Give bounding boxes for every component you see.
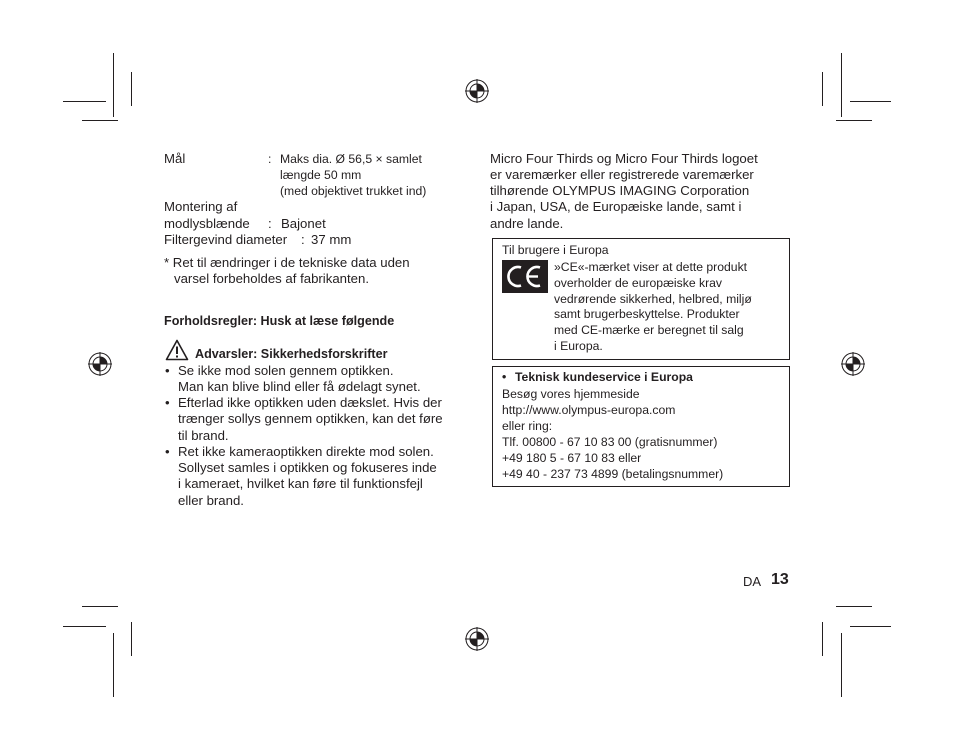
trademark-line: er varemærker eller registrerede varemærker xyxy=(490,167,754,182)
ce-mark-icon xyxy=(502,260,548,293)
europe-box-title: Til brugere i Europa xyxy=(502,243,609,257)
service-box-phone: +49 180 5 - 67 10 83 eller xyxy=(502,451,642,465)
page-number: 13 xyxy=(771,571,789,588)
service-box-url[interactable]: http://www.olympus-europa.com xyxy=(502,403,676,417)
europe-box-line: overholder de europæiske krav xyxy=(554,276,723,290)
spec-value-dimensions-line2: længde 50 mm xyxy=(280,168,362,182)
service-box-bullet: • xyxy=(502,370,507,384)
service-box-phone: Tlf. 00800 - 67 10 83 00 (gratisnummer) xyxy=(502,435,718,449)
spec-label-filter: Filtergevind diameter xyxy=(164,232,288,247)
spec-label-hood-line1: Montering af xyxy=(164,199,238,214)
warnings-heading: Advarsler: Sikkerhedsforskrifter xyxy=(195,347,388,361)
spec-separator: : xyxy=(268,152,272,166)
list-item: eller brand. xyxy=(178,493,244,508)
list-item: trænger sollys gennem optikken, kan det føre xyxy=(178,411,443,426)
bullet: • xyxy=(165,363,170,378)
bullet: • xyxy=(165,395,170,410)
precautions-heading: Forholdsregler: Husk at læse følgende xyxy=(164,314,395,328)
bullet: • xyxy=(165,444,170,459)
list-item: Man kan blive blind eller få ødelagt synet. xyxy=(178,379,421,394)
europe-box-line: med CE-mærke er beregnet til salg xyxy=(554,323,744,337)
spec-separator: : xyxy=(301,232,305,247)
trademark-line: Micro Four Thirds og Micro Four Thirds logoet xyxy=(490,151,758,166)
registration-mark-left xyxy=(87,351,113,377)
service-box-title: Teknisk kundeservice i Europa xyxy=(515,370,693,384)
list-item: Se ikke mod solen gennem optikken. xyxy=(178,363,394,378)
language-code: DA xyxy=(743,574,762,589)
registration-mark-bottom xyxy=(464,626,490,652)
list-item: Sollyset samles i optikken og fokuseres inde xyxy=(178,460,437,475)
trademark-line: andre lande. xyxy=(490,216,564,231)
spec-value-hood: Bajonet xyxy=(281,216,326,231)
spec-label-dimensions: Mål xyxy=(164,151,186,166)
spec-value-dimensions-line1: Maks dia. Ø 56,5 × samlet xyxy=(280,152,422,166)
warning-triangle-icon xyxy=(165,339,189,361)
europe-box-line: »CE«-mærket viser at dette produkt xyxy=(554,260,748,274)
spec-value-filter: 37 mm xyxy=(311,232,352,247)
service-box-phone: +49 40 - 237 73 4899 (betalingsnummer) xyxy=(502,467,724,481)
spec-note-line2: varsel forbeholdes af fabrikanten. xyxy=(174,271,369,286)
list-item: til brand. xyxy=(178,428,229,443)
service-box-line: Besøg vores hjemmeside xyxy=(502,387,640,401)
europe-box-line: i Europa. xyxy=(554,339,603,353)
list-item: Efterlad ikke optikken uden dækslet. Hvis der xyxy=(178,395,442,410)
spec-value-dimensions-line3: (med objektivet trukket ind) xyxy=(280,184,427,198)
trademark-line: i Japan, USA, de Europæiske lande, samt i xyxy=(490,199,742,214)
trademark-line: tilhørende OLYMPUS IMAGING Corporation xyxy=(490,183,750,198)
registration-mark-top xyxy=(464,78,490,104)
registration-mark-right xyxy=(840,351,866,377)
spec-note-line1: * Ret til ændringer i de tekniske data uden xyxy=(164,255,410,270)
europe-box-line: samt brugerbeskyttelse. Produkter xyxy=(554,307,740,321)
spec-label-hood-line2: modlysblænde xyxy=(164,216,250,231)
service-box-line: eller ring: xyxy=(502,419,553,433)
list-item: i kameraet, hvilket kan føre til funktionsfejl xyxy=(178,476,423,491)
europe-box-line: vedrørende sikkerhed, helbred, miljø xyxy=(554,292,752,306)
spec-separator: : xyxy=(268,216,272,231)
list-item: Ret ikke kameraoptikken direkte mod solen. xyxy=(178,444,434,459)
